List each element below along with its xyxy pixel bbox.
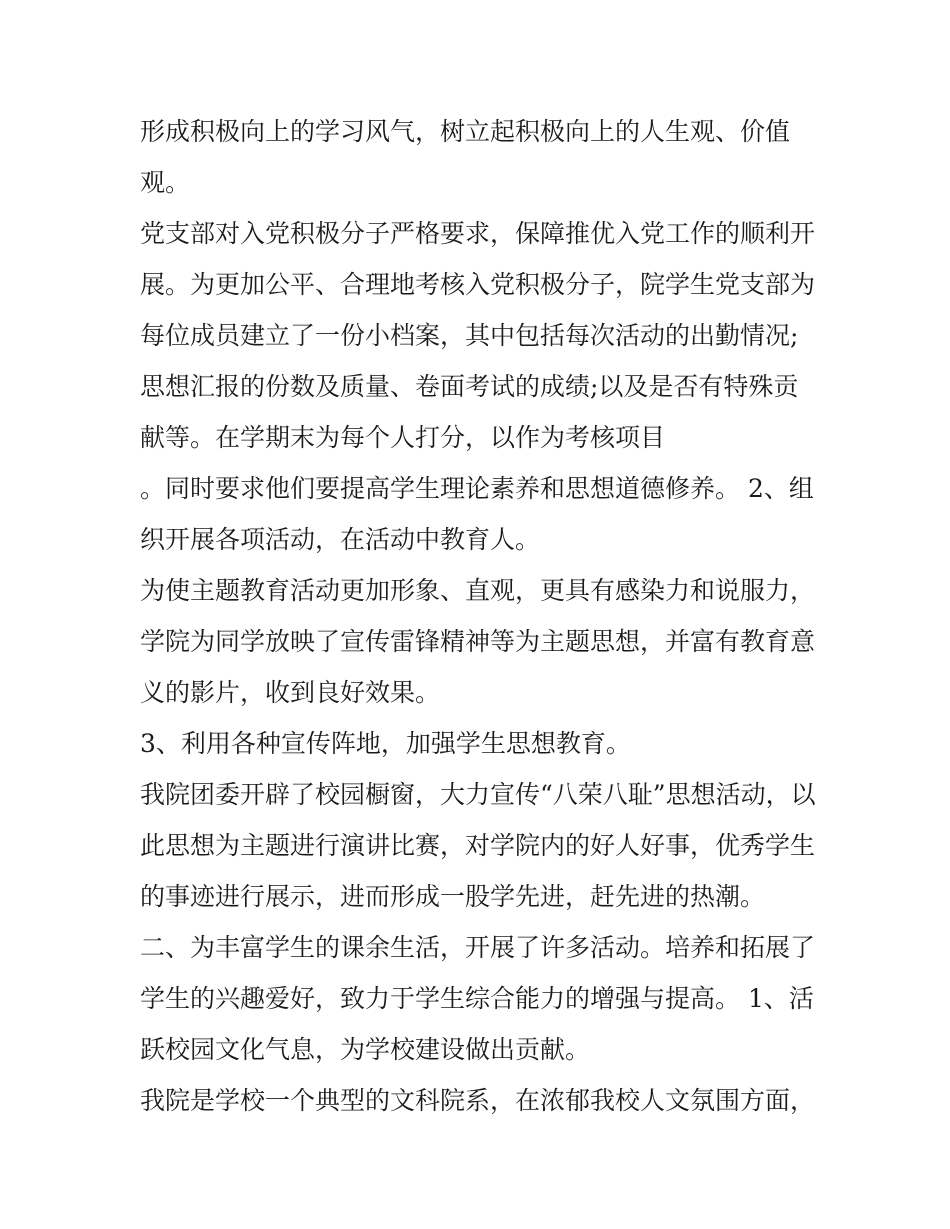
text-line: 3、利用各种宣传阵地，加强学生思想教育。 — [140, 729, 631, 758]
text-line: 。同时要求他们要提高学生理论素养和思想道德修养。 2、组 — [140, 474, 814, 503]
text-line: 我院团委开辟了校园橱窗，大力宣传“八荣八耻”思想活动，以 — [140, 780, 816, 809]
text-line: 我院是学校一个典型的文科院系，在浓郁我校人文氛围方面， — [140, 1086, 816, 1115]
text-line: 为使主题教育活动更加形象、直观，更具有感染力和说服力， — [140, 576, 816, 605]
text-line: 思想汇报的份数及质量、卷面考试的成绩;以及是否有特殊贡 — [140, 372, 799, 401]
text-line: 学院为同学放映了宣传雷锋精神等为主题思想，并富有教育意 — [140, 627, 816, 656]
text-line: 跃校园文化气息，为学校建设做出贡献。 — [140, 1035, 591, 1064]
text-line: 党支部对入党积极分子严格要求，保障推优入党工作的顺利开 — [140, 219, 816, 248]
text-line: 献等。在学期末为每个人打分，以作为考核项目 — [140, 423, 666, 452]
text-line: 形成积极向上的学习风气，树立起积极向上的人生观、价值 — [140, 117, 791, 146]
text-line: 织开展各项活动，在活动中教育人。 — [140, 525, 541, 554]
document-body — [140, 106, 830, 1126]
text-line: 每位成员建立了一份小档案，其中包括每次活动的出勤情况; — [140, 321, 799, 350]
text-line: 的事迹进行展示，进而形成一股学先进，赶先进的热潮。 — [140, 882, 766, 911]
text-line: 学生的兴趣爱好，致力于学生综合能力的增强与提高。 1、活 — [140, 984, 814, 1013]
text-line: 此思想为主题进行演讲比赛，对学院内的好人好事，优秀学生 — [140, 831, 816, 860]
text-line: 义的影片，收到良好效果。 — [140, 678, 441, 707]
text-line: 二、为丰富学生的课余生活，开展了许多活动。培养和拓展了 — [140, 933, 816, 962]
text-line: 展。为更加公平、合理地考核入党积极分子，院学生党支部为 — [140, 270, 816, 299]
text-line: 观。 — [140, 168, 191, 197]
